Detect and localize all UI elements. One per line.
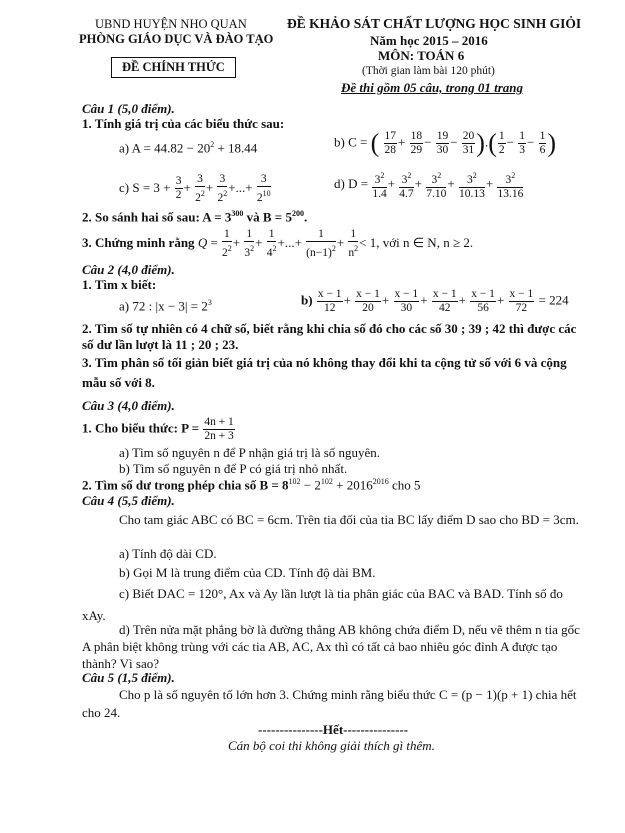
q1-part1: 1. Tính giá trị của các biểu thức sau: — [82, 116, 285, 131]
q1-a: a) $A = 44.82 - 20^2 + 18.44$ — [119, 140, 258, 156]
school-year: Năm học 2015 – 2016 — [370, 33, 488, 48]
q4-intro: Cho tam giác ABC có BC = 6cm. Trên tia đối của tia BC lấy điểm D sao cho BD = 3cm. — [119, 512, 579, 527]
scope: Đề thi gồm 05 câu, trong 01 trang — [341, 80, 524, 95]
q5-text: Cho p là số nguyên tố lớn hơn 3. Chứng minh rằng biểu thức C = (p − 1)(p + 1) chia hết cho 24. — [82, 687, 577, 720]
q1-part3: 3. Chứng minh rằng Q = $\frac{1}{2^2}$ + $\frac{1}{3^2}$ + $\frac{1}{4^2}$ +...+ $\frac{1}{(n-1)^2}$ + $\frac{1}{n^2}$ < 1, với n ∈ N, n ≥ 2. — [82, 228, 474, 259]
q2-title: Câu 2 (4,0 điểm). — [82, 262, 175, 277]
q2-part2: 2. Tìm số tự nhiên có 4 chữ số, biết rằng khi chia số đó cho các số 30 ; 39 ; 42 thì được các số dư lần lượt là 11 ; 20 ; 23. — [82, 321, 577, 352]
q3-title: Câu 3 (4,0 điểm). — [82, 398, 175, 413]
q4-d: d) Trên nửa mặt phẳng bờ là đường thẳng AB không chứa điểm D, nếu vẽ thêm n tia gốc A phân biệt không trùng với các tia AB, AC, Ax thì có tất cả bao nhiêu góc đỉnh A được tạo thành? Vì sao? — [82, 622, 580, 671]
subject: MÔN: TOÁN 6 — [378, 48, 465, 63]
dept-line-1: UBND HUYỆN NHO QUAN — [95, 17, 247, 31]
exam-title: ĐỀ KHẢO SÁT CHẤT LƯỢNG HỌC SINH GIỎI — [287, 16, 582, 31]
q2-b: b) $\frac{x - 1}{12}$ + $\frac{x - 1}{20}$ + $\frac{x - 1}{30}$ + $\frac{x - 1}{42}$ + $\frac{x - 1}{56}$ + $\frac{x - 1}{72}$ = 224 — [301, 288, 569, 314]
q1-b: b) C = ( $\frac{17}{28}$ + $\frac{18}{29}$ − $\frac{19}{30}$ − $\frac{20}{31}$ ).( $\frac{1}{2}$ − $\frac{1}{3}$ − $\frac{1}{6}$ ) — [334, 128, 556, 158]
end-marker: ---------------Hết--------------- — [258, 722, 409, 737]
q1-c: c) S = 3 + $\frac{3}{2}$ + $\frac{3}{2^2}$ + $\frac{3}{2^2}$ +...+ $\frac{3}{2^{10}}$ — [119, 173, 271, 204]
q2-part1: 1. Tìm x biết: — [82, 277, 157, 292]
q3-part1: 1. Cho biểu thức: P = $\frac{4n + 1}{2n + 3}$ — [82, 416, 234, 442]
duration: (Thời gian làm bài 120 phút) — [362, 65, 495, 77]
q3-a: a) Tìm số nguyên n để P nhận giá trị là số nguyên. — [119, 445, 381, 460]
q1-part2: 2. So sánh hai số sau: $A = 3^{300}$ và $B = 5^{200}$. — [82, 209, 308, 225]
q2-part3: 3. Tìm phân số tối giản biết giá trị của nó không thay đổi khi ta cộng tử số với 6 và cộng mẫu số với 8. — [82, 355, 567, 390]
q1-d: d) D = $\frac{3^2}{1.4}$ + $\frac{3^2}{4.7}$ + $\frac{3^2}{7.10}$ + $\frac{3^2}{10.13}$ + $\frac{3^2}{13.16}$ — [334, 171, 524, 200]
q4-a: a) Tính độ dài CD. — [119, 546, 217, 561]
q1-title: Câu 1 (5,0 điểm). — [82, 101, 175, 116]
q5-title: Câu 5 (1,5 điểm). — [82, 670, 175, 685]
q4-c: c) Biết DAC = 120°, Ax và Ay lần lượt là tia phân giác của BAC và BAD. Tính số đo xAy. — [82, 586, 563, 623]
q4-b: b) Gọi M là trung điểm của CD. Tính độ dài BM. — [119, 565, 376, 580]
q4-title: Câu 4 (5,5 điểm). — [82, 493, 175, 508]
official-box: ĐỀ CHÍNH THỨC — [111, 57, 236, 78]
q2-a: a) 72 : $|x - 3| = 2^3$ — [119, 298, 212, 314]
dept-line-2: PHÒNG GIÁO DỤC VÀ ĐÀO TẠO — [79, 32, 274, 46]
q3-b: b) Tìm số nguyên n để P có giá trị nhỏ nhất. — [119, 461, 348, 476]
footer-note: Cán bộ coi thi không giải thích gì thêm. — [228, 738, 435, 753]
q3-part2: 2. Tìm số dư trong phép chia số $B = 8^{102} - 2^{102} + 2016^{2016}$ cho 5 — [82, 477, 421, 493]
